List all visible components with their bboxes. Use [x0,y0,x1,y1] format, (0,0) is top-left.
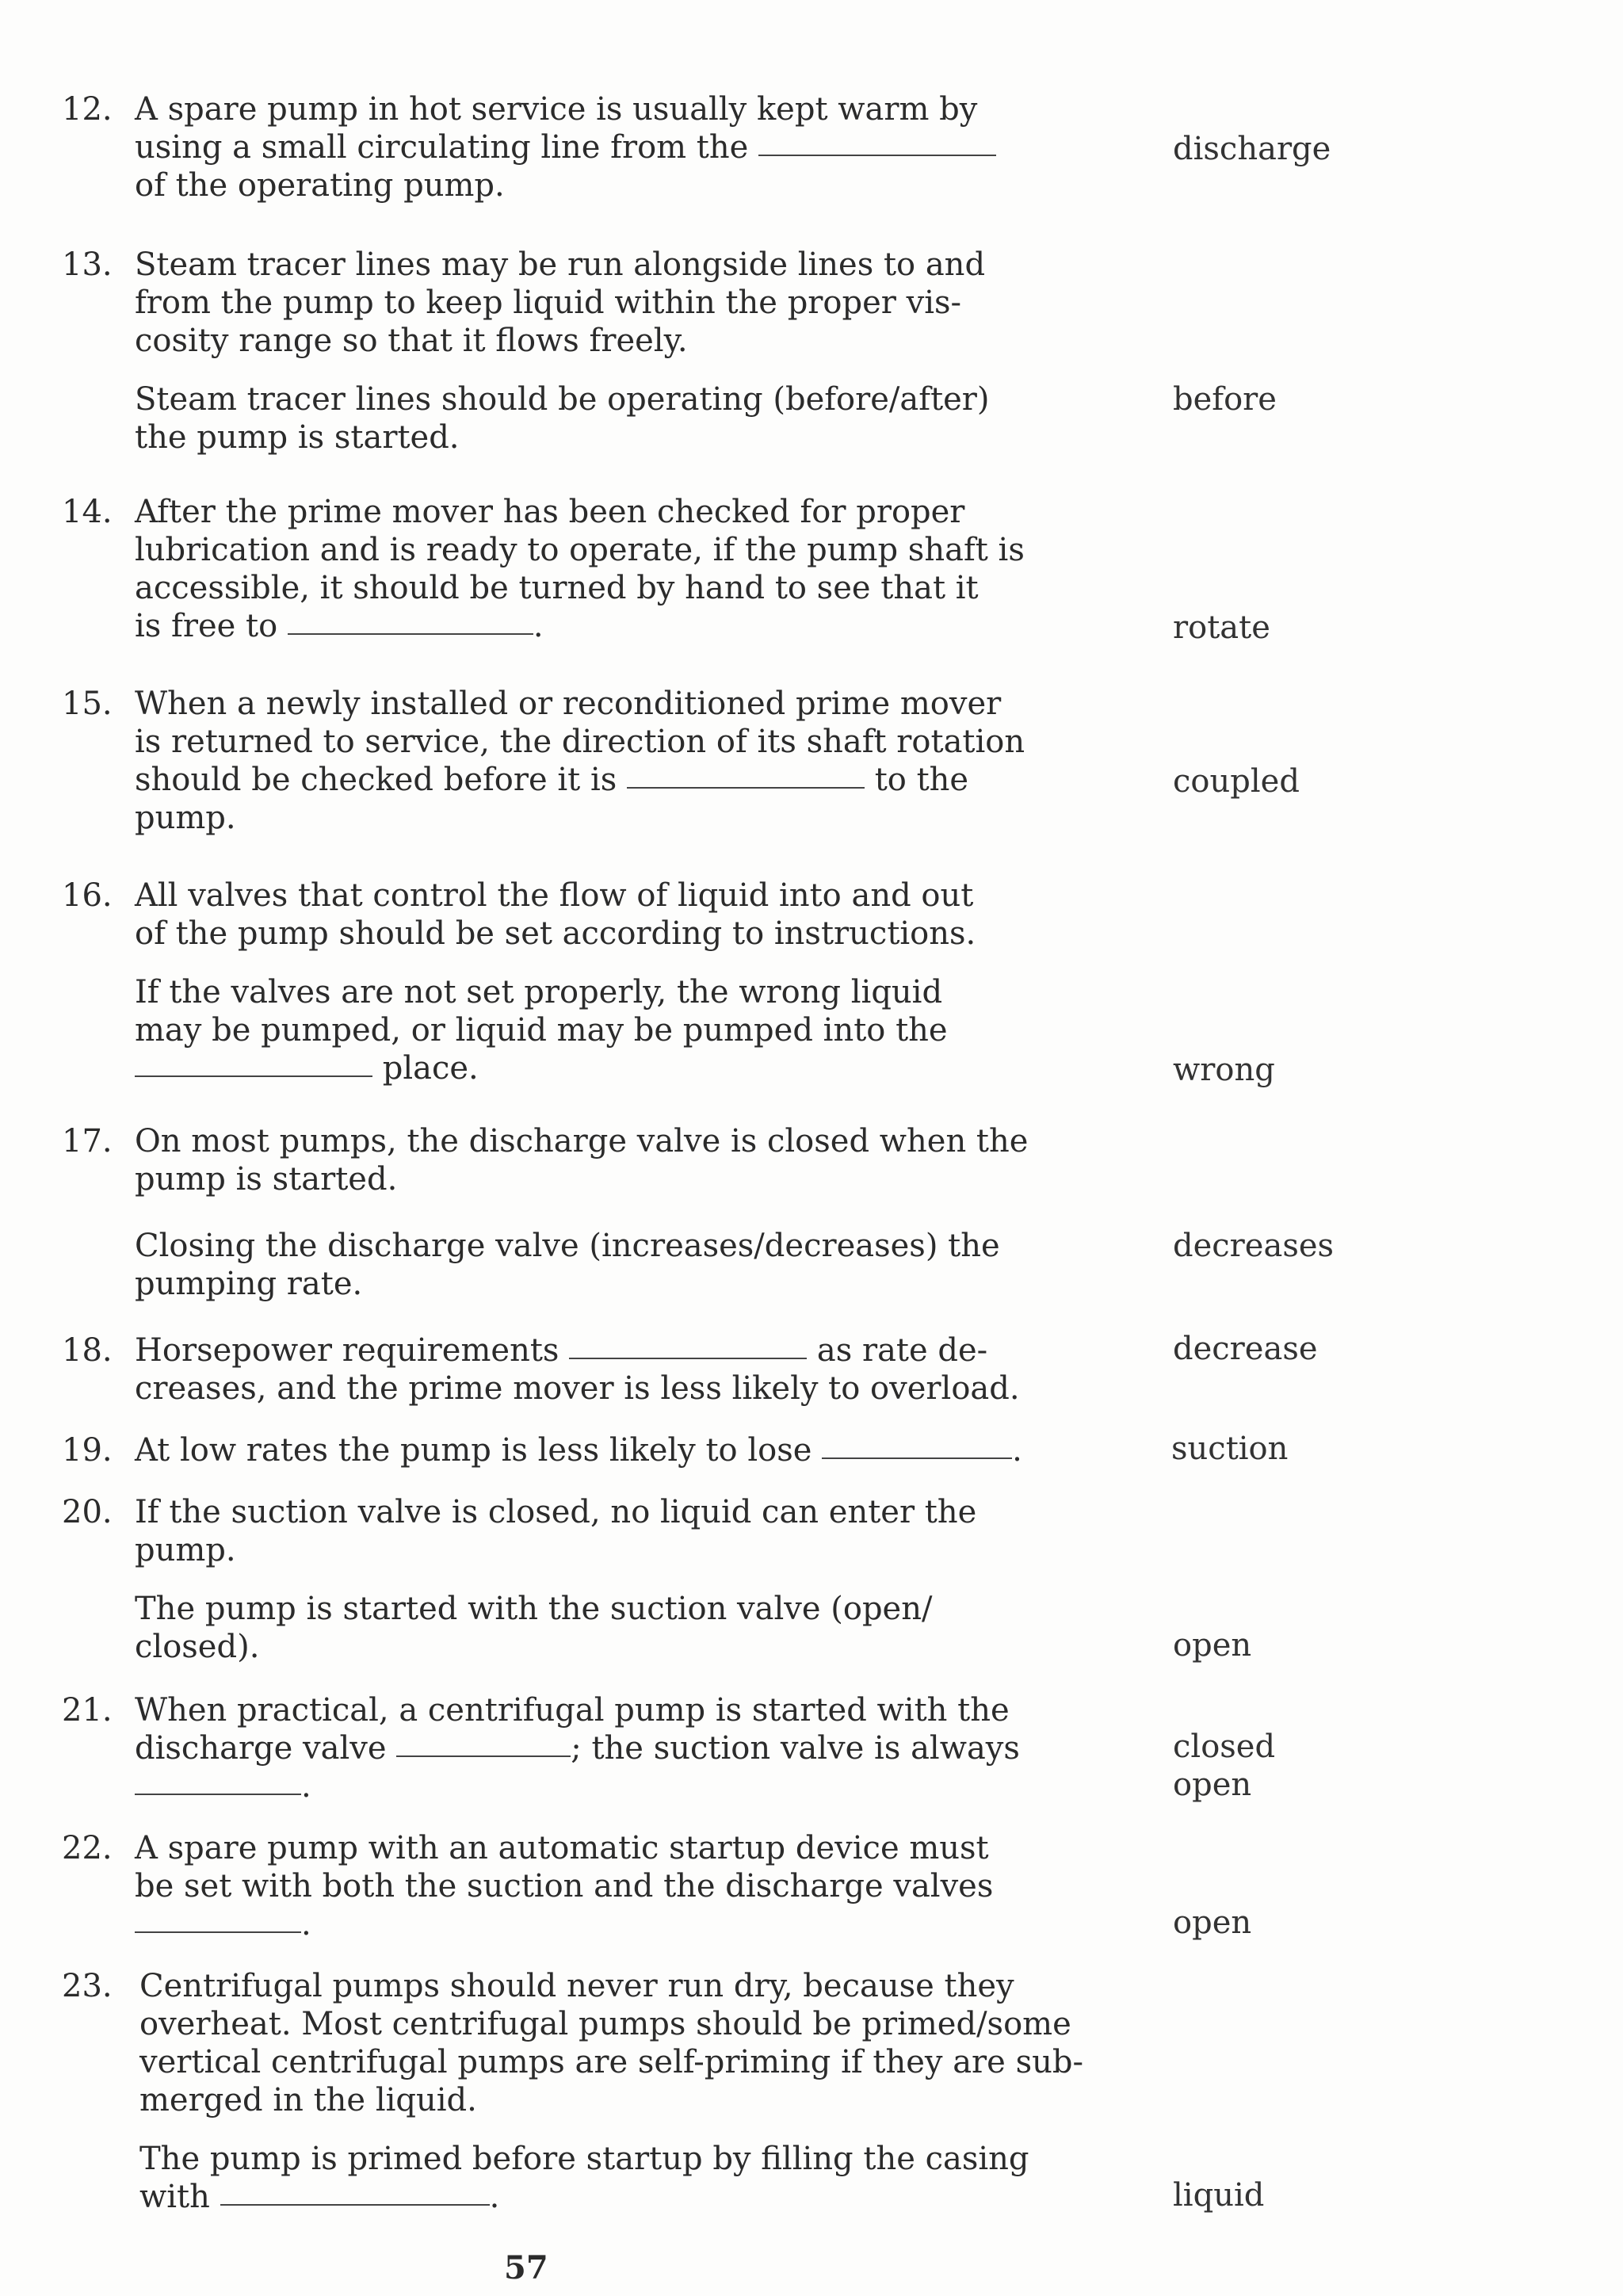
item-text-line: Closing the discharge valve (increases/decreases) the [135,1228,1000,1264]
item-text-line: is free to . [135,608,544,644]
item-number: 21. [62,1692,113,1729]
item-number: 17. [62,1123,113,1159]
item-number: 15. [62,686,113,722]
item-text-line: is returned to service, the direction of its shaft rotation [135,724,1025,760]
item-text-line: place. [135,1052,479,1084]
item-text-line: vertical centrifugal pumps are self-priming if they are sub- [139,2044,1083,2080]
item-text-line: the pump is started. [135,419,460,456]
item-text-line: pump is started. [135,1161,398,1198]
page-number: 57 [504,2249,548,2286]
item-text-line: of the operating pump. [135,167,505,204]
answer-blank[interactable] [135,1931,301,1933]
answer-text: wrong [1173,1052,1275,1088]
answer-text: open [1173,1904,1252,1941]
answer-blank[interactable] [288,633,533,635]
item-text-line: On most pumps, the discharge valve is closed when the [135,1123,1029,1159]
item-text-line: At low rates the pump is less likely to lose . [135,1432,1022,1469]
item-number: 19. [62,1432,113,1469]
item-number: 22. [62,1830,113,1866]
answer-text: open [1173,1627,1252,1664]
item-text-line: A spare pump with an automatic startup device must [135,1830,989,1866]
item-number: 18. [62,1332,113,1369]
item-text-line: Steam tracer lines may be run alongside lines to and [135,246,986,283]
item-number: 20. [62,1494,113,1530]
item-text-line: of the pump should be set according to instructions. [135,915,976,952]
item-text-line: . [135,1771,311,1802]
item-number: 13. [62,246,113,283]
item-text-line: When a newly installed or reconditioned prime mover [135,686,1002,722]
item-text-line: Steam tracer lines should be operating (before/after) [135,381,990,418]
item-text-line: closed). [135,1629,260,1665]
answer-text: before [1173,381,1277,418]
answer-text: rotate [1173,609,1270,646]
item-number: 14. [62,494,113,530]
answer-blank[interactable] [220,2204,490,2206]
item-text-line: If the valves are not set properly, the wrong liquid [135,974,943,1010]
item-text-line: may be pumped, or liquid may be pumped into the [135,1012,948,1049]
answer-text: open [1173,1767,1252,1803]
answer-blank[interactable] [569,1358,807,1359]
item-text-line: pumping rate. [135,1266,363,1302]
item-text-line: The pump is started with the suction valve (open/ [135,1591,933,1627]
item-text-line: cosity range so that it flows freely. [135,323,688,359]
item-text-line: Centrifugal pumps should never run dry, because they [139,1968,1014,2004]
item-text-line: discharge valve ; the suction valve is always [135,1730,1020,1767]
item-text-line: When practical, a centrifugal pump is started with the [135,1692,1010,1729]
item-text-line: lubrication and is ready to operate, if the pump shaft is [135,532,1025,568]
answer-text: coupled [1173,763,1300,800]
item-text-line: overheat. Most centrifugal pumps should be primed/some [139,2006,1071,2042]
item-text-line: After the prime mover has been checked for proper [135,494,965,530]
item-text-line: . [135,1908,311,1940]
item-text-line: should be checked before it is to the [135,762,969,798]
answer-blank[interactable] [135,1794,301,1795]
item-text-line: using a small circulating line from the [135,132,967,163]
item-number: 12. [62,91,113,128]
answer-text: decrease [1173,1331,1318,1367]
item-text-line: pump. [135,1532,236,1568]
item-text-line: from the pump to keep liquid within the proper vis- [135,285,962,321]
answer-blank[interactable] [758,155,996,156]
item-number: 16. [62,877,113,914]
item-text-line: Horsepower requirements as rate de- [135,1332,988,1369]
item-text-line: creases, and the prime mover is less likely to overload. [135,1370,1020,1407]
item-text-line: with . [139,2179,500,2215]
answer-text: closed [1173,1729,1276,1765]
answer-blank[interactable] [627,787,865,789]
answer-text: discharge [1173,131,1331,167]
answer-text: decreases [1173,1228,1335,1264]
item-text-line: The pump is primed before startup by filling the casing [139,2141,1029,2177]
item-text-line: be set with both the suction and the discharge valves [135,1868,994,1904]
answer-text: suction [1171,1431,1289,1467]
item-text-line: A spare pump in hot service is usually kept warm by [135,91,978,128]
item-text-line: accessible, it should be turned by hand to see that it [135,570,979,606]
answer-blank[interactable] [822,1457,1012,1459]
answer-blank[interactable] [396,1755,571,1757]
answer-text: liquid [1173,2177,1265,2214]
item-text-line: merged in the liquid. [139,2082,477,2118]
item-number: 23. [62,1968,113,2004]
answer-blank[interactable] [135,1075,372,1077]
item-text-line: All valves that control the flow of liquid into and out [135,877,974,914]
item-text-line: If the suction valve is closed, no liquid can enter the [135,1494,977,1530]
item-text-line: pump. [135,800,236,836]
